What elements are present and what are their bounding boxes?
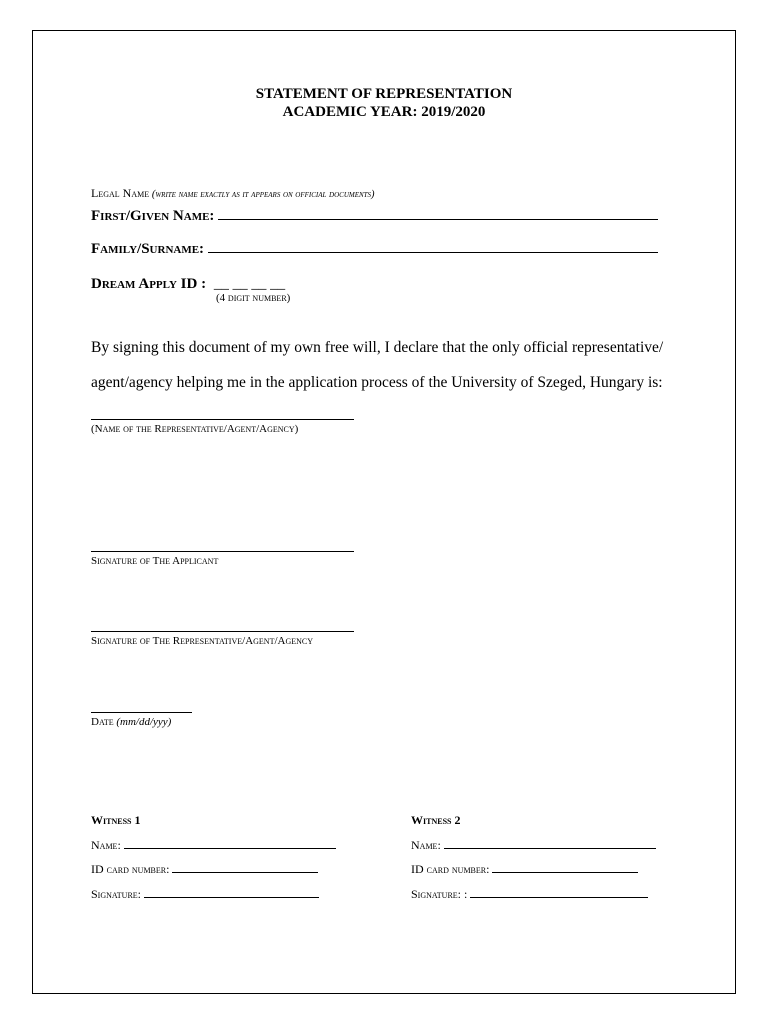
date-label: Date xyxy=(91,716,114,728)
witness-2-id-field[interactable] xyxy=(492,872,638,873)
declaration-line-1: By signing this document of my own free will, I declare that the only official representative/ xyxy=(91,339,664,356)
first-name-label: First/Given Name: xyxy=(91,208,215,224)
first-name-field[interactable] xyxy=(218,219,658,220)
witness-2-name-field[interactable] xyxy=(444,848,656,849)
witness-1-signature-field[interactable] xyxy=(144,897,319,898)
witness-1-id-label: ID card number: xyxy=(91,862,170,876)
legal-name-label: Legal Name xyxy=(91,186,150,200)
dream-apply-hint: (4 digit number) xyxy=(216,292,291,304)
representative-name-caption: (Name of the Representative/Agent/Agency) xyxy=(91,423,299,435)
witness-2-name-row xyxy=(411,838,656,853)
surname-field[interactable] xyxy=(208,252,658,253)
legal-name-note: (write name exactly as it appears on official documents) xyxy=(151,189,375,200)
applicant-signature-field[interactable] xyxy=(91,551,354,552)
witness-2-signature-row xyxy=(411,887,648,902)
first-name-row xyxy=(91,208,658,225)
surname-row xyxy=(91,241,658,258)
agent-signature-caption: Signature of The Representative/Agent/Agency xyxy=(91,635,314,647)
witness-2-signature-field[interactable] xyxy=(470,897,648,898)
representative-name-field[interactable] xyxy=(91,419,354,420)
dream-apply-row xyxy=(91,276,285,293)
witness-1-name-field[interactable] xyxy=(124,848,336,849)
witness-1-signature-row xyxy=(91,887,319,902)
witness-1-name-row xyxy=(91,838,336,853)
dream-apply-label: Dream Apply ID : xyxy=(91,276,207,292)
witness-2-signature-label: Signature: : xyxy=(411,887,468,901)
witness-1-id-row xyxy=(91,862,318,877)
witness-1-signature-label: Signature: xyxy=(91,887,142,901)
agent-signature-field[interactable] xyxy=(91,631,354,632)
date-format: (mm/dd/yyy) xyxy=(116,716,172,728)
date-row xyxy=(91,716,171,728)
witness-2-id-row xyxy=(411,862,638,877)
legal-name-row xyxy=(91,186,375,201)
witness-2-name-label: Name: xyxy=(411,838,441,852)
witness-1-id-field[interactable] xyxy=(172,872,318,873)
document-title: STATEMENT OF REPRESENTATION xyxy=(255,86,513,102)
witness-2-heading: Witness 2 xyxy=(411,813,461,827)
academic-year: ACADEMIC YEAR: 2019/2020 xyxy=(282,104,486,120)
witness-2-id-label: ID card number: xyxy=(411,862,490,876)
dream-apply-id-field[interactable]: __ __ __ __ xyxy=(213,276,286,292)
declaration-line-2: agent/agency helping me in the application process of the University of Szeged, Hungary is: xyxy=(91,374,663,391)
date-field[interactable] xyxy=(91,712,192,713)
witness-1-name-label: Name: xyxy=(91,838,121,852)
applicant-signature-caption: Signature of The Applicant xyxy=(91,555,219,567)
witness-1-heading: Witness 1 xyxy=(91,813,141,827)
surname-label: Family/Surname: xyxy=(91,241,205,257)
